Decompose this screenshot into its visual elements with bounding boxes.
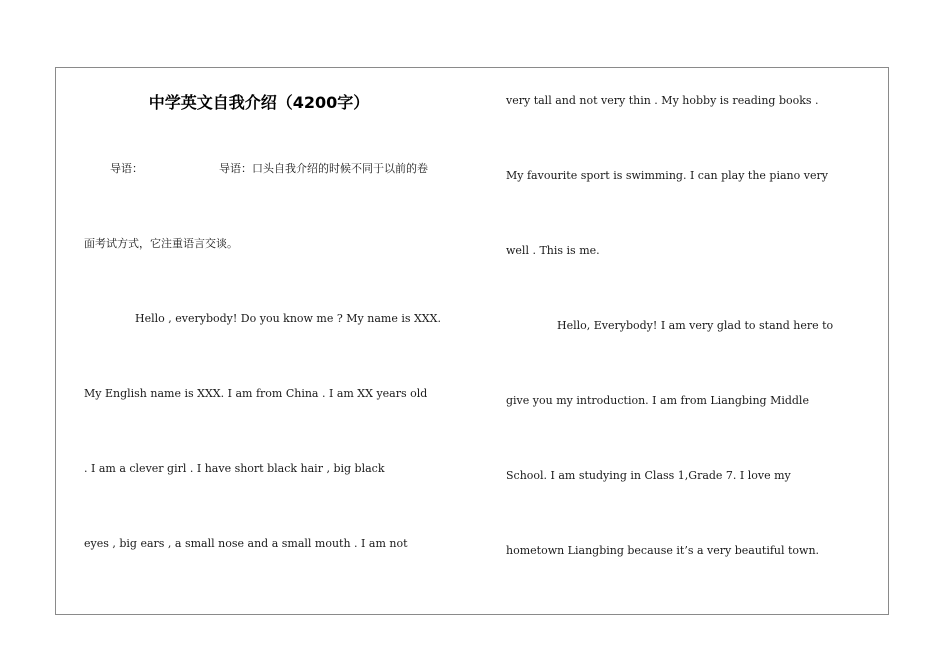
paragraph-line: give you my introduction. I am from Liangbing Middle bbox=[506, 394, 809, 407]
guide-line-2: 面考试方式，它注重语言交谈。 bbox=[84, 237, 238, 250]
paragraph-line: well . This is me. bbox=[506, 244, 600, 257]
guide-line-1 bbox=[110, 162, 428, 176]
document-page bbox=[55, 67, 889, 615]
paragraph-line: Hello, Everybody! I am very glad to stand here to bbox=[557, 319, 834, 332]
right-column bbox=[506, 68, 876, 614]
paragraph-line: . I am a clever girl . I have short black hair , big black bbox=[84, 462, 385, 475]
guide-text-1: 导语：口头自我介绍的时候不同于以前的卷 bbox=[219, 162, 428, 175]
paragraph-line: My favourite sport is swimming. I can play the piano very bbox=[506, 169, 828, 182]
guide-label: 导语： bbox=[110, 162, 143, 175]
paragraph-line: School. I am studying in Class 1,Grade 7. I love my bbox=[506, 469, 791, 482]
paragraph-line: eyes , big ears , a small nose and a small mouth . I am not bbox=[84, 537, 408, 550]
paragraph-line: hometown Liangbing because it’s a very beautiful town. bbox=[506, 544, 820, 557]
paragraph-line: Hello , everybody! Do you know me ? My name is XXX. bbox=[135, 312, 441, 325]
left-column bbox=[84, 68, 464, 614]
paragraph-line: very tall and not very thin . My hobby is reading books . bbox=[506, 94, 819, 107]
paragraph-line: My English name is XXX. I am from China . I am XX years old bbox=[84, 387, 428, 400]
document-title: 中学英文自我介绍（4200字） bbox=[148, 93, 370, 112]
